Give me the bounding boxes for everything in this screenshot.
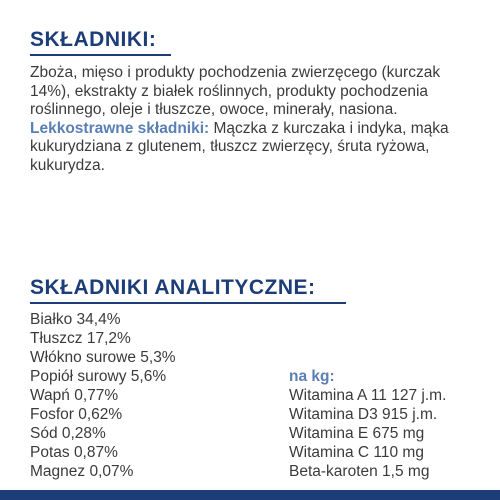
easily-digestible-paragraph <box>30 120 480 176</box>
easily-digestible-text: Mączka z kurczaka i indyka, mąka kukurydziana z glutenem, tłuszcz zwierzęcy, śruta ryżowa, kukurydza. <box>30 119 449 174</box>
analytic-item: Magnez 0,07% <box>30 463 134 480</box>
analytic-item: Potas 0,87% <box>30 444 118 461</box>
ingredients-title-underline <box>30 54 171 56</box>
analytic-item: Sód 0,28% <box>30 425 106 442</box>
analytic-item: Białko 34,4% <box>30 311 121 328</box>
vitamins-list <box>289 386 446 481</box>
bottom-accent-bar <box>0 490 500 500</box>
analytic-item: Włókno surowe 5,3% <box>30 349 176 366</box>
analytic-title: SKŁADNIKI ANALITYCZNE: <box>30 276 316 299</box>
analytic-item: Wapń 0,77% <box>30 387 119 404</box>
analytic-list <box>30 310 176 481</box>
vitamin-item: Witamina A 11 127 j.m. <box>289 387 447 404</box>
analytic-item: Popiół surowy 5,6% <box>30 368 167 385</box>
easily-digestible-label: Lekkostrawne składniki: <box>30 119 210 137</box>
analytic-item: Fosfor 0,62% <box>30 406 123 423</box>
ingredients-title: SKŁADNIKI: <box>30 28 157 51</box>
analytic-item: Tłuszcz 17,2% <box>30 330 131 347</box>
vitamins-heading: na kg: <box>289 368 335 385</box>
ingredients-main-text: Zboża, mięso i produkty pochodzenia zwierzęcego (kurczak 14%), ekstrakty z białek roślinnych, produkty pochodzenia roślinnego, oleje i tłuszcze, owoce, minerały, nasiona. <box>30 64 441 119</box>
vitamin-item: Beta-karoten 1,5 mg <box>289 463 430 480</box>
vitamin-item: Witamina E 675 mg <box>289 425 425 442</box>
vitamin-item: Witamina C 110 mg <box>289 444 424 461</box>
ingredients-block <box>30 64 480 176</box>
analytic-title-underline <box>30 302 346 304</box>
vitamin-item: Witamina D3 915 j.m. <box>289 406 438 423</box>
